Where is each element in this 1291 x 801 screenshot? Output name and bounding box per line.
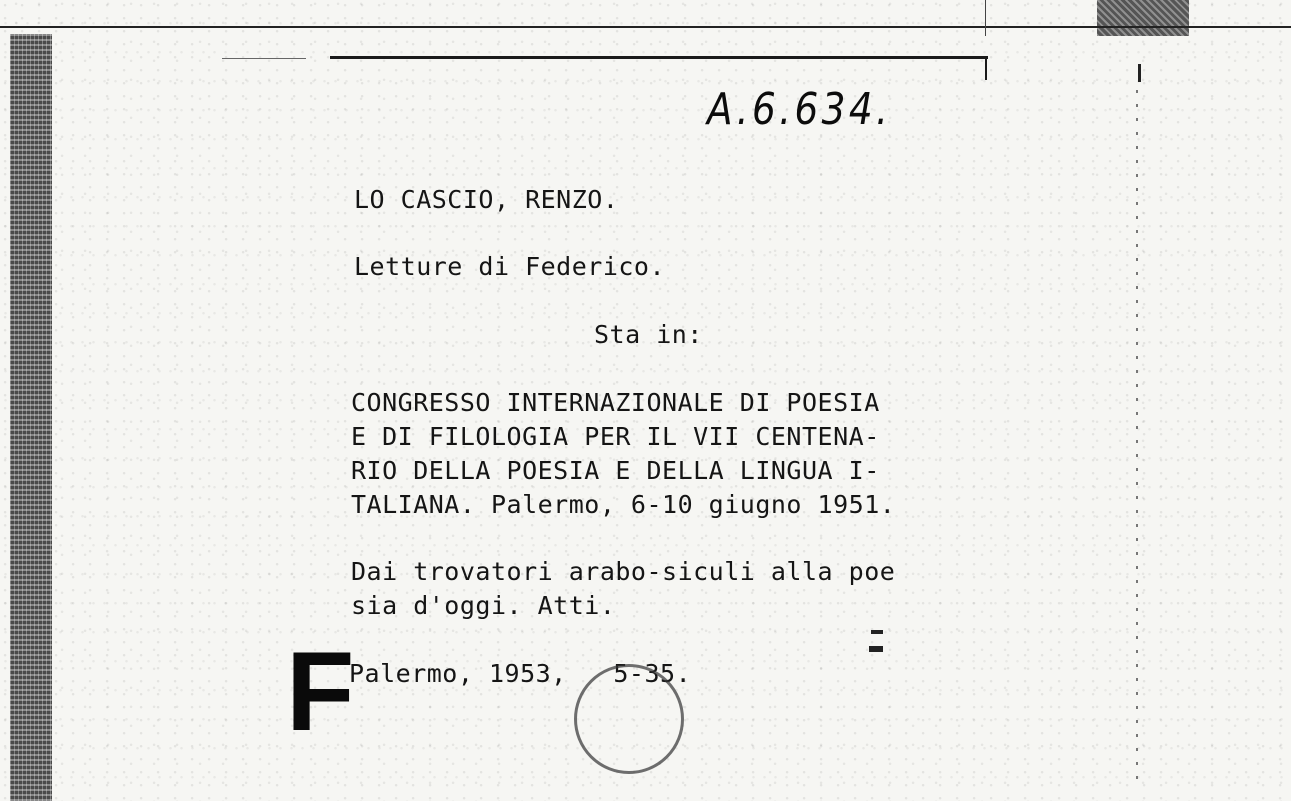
stamp-letter-f: F [286, 629, 355, 754]
card-ruled-line [330, 56, 988, 59]
ink-mark [871, 630, 883, 634]
card-tick-mark-right [1138, 64, 1141, 82]
subtitle-line: sia d'oggi. Atti. [351, 591, 616, 620]
imprint-line: Palermo, 1953, 5-35. [349, 659, 692, 688]
ink-mark [869, 646, 883, 652]
congress-line: E DI FILOLOGIA PER IL VII CENTENA- [351, 422, 880, 451]
congress-line: TALIANA. Palermo, 6-10 giugno 1951. [351, 490, 896, 519]
card-ruled-line-end [985, 58, 987, 80]
card-tick-mark [222, 58, 306, 59]
congress-line: CONGRESSO INTERNAZIONALE DI POESIA [351, 388, 880, 417]
round-stamp [574, 664, 684, 774]
scan-corner-block [1097, 0, 1189, 36]
congress-line: RIO DELLA POESIA E DELLA LINGUA I- [351, 456, 880, 485]
work-title: Letture di Federico. [354, 252, 666, 281]
subtitle-line: Dai trovatori arabo-siculi alla poe [351, 557, 896, 586]
scan-edge-strip [10, 34, 52, 801]
shelfmark-handwritten: A.6.634. [707, 84, 892, 135]
sta-in-label: Sta in: [594, 320, 703, 349]
card-divider-line [985, 0, 986, 36]
card-top-border [0, 26, 1291, 28]
card-right-dotted-edge [1136, 90, 1138, 790]
author-line: LO CASCIO, RENZO. [354, 185, 619, 214]
